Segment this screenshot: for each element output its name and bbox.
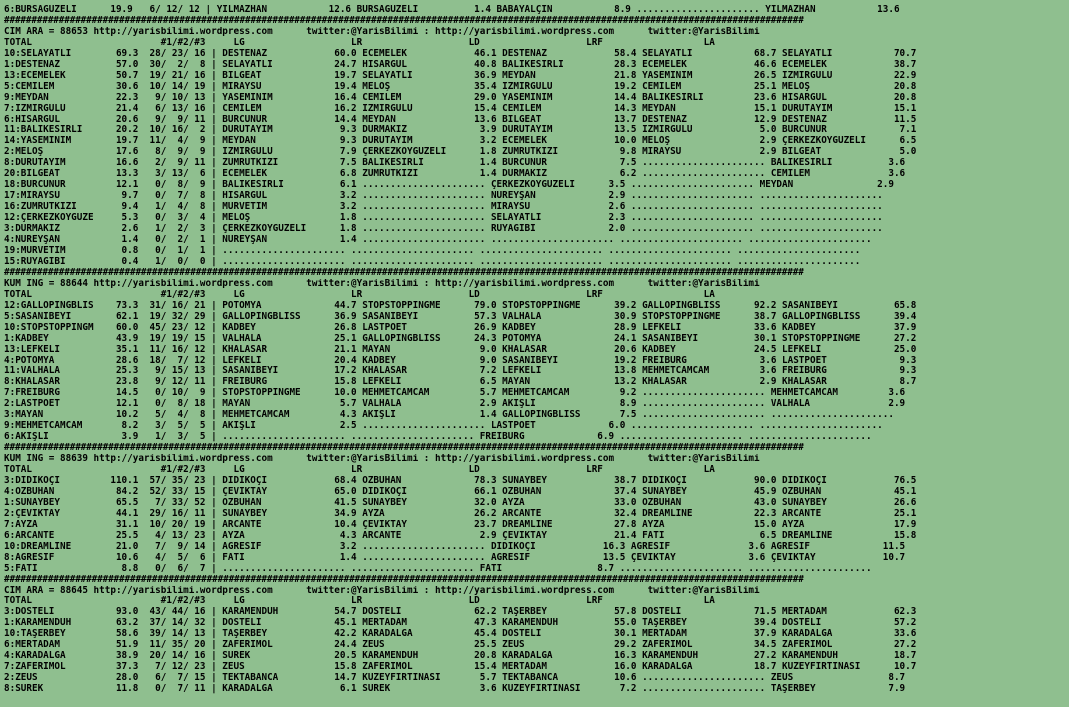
table-row: 19:MÜRVETİM 0.8 0/ 1/ 1 | ...................... ...................... ...................... ...................... ...................... [4,245,861,256]
table-row: 5:SASANİBEYİ 62.1 19/ 32/ 29 | GALLOPINGBLISS 36.9 SASANİBEYİ 57.3 VALHALA 30.9 STOPSTOPPINGME 38.7 GALLOPINGBLISS 39.4 [4,311,917,322]
table-row: 8:DURUTAYIM 16.6 2/ 9/ 11 | ZÜMRÜTKIZI 7.5 BALIKESİRLİ 1.4 BURCUNUR 7.5 ...................... BALIKESİRLİ 3.6 [4,158,906,169]
table-row: 1:SUNAYBEY 65.5 7/ 33/ 52 | ÖZBUHAN 41.5 SUNAYBEY 32.0 AYZA 33.0 ÖZBUHAN 43.0 SUNAYBEY 26.6 [4,497,917,508]
table-row: 17:MİRAYSU 9.7 0/ 7/ 8 | HİSARGÜL 3.2 ...................... NUREYŞAN 2.9 ...................... ...................... [4,191,883,202]
table-row: 4:POTOMYA 28.6 18/ 7/ 12 | LEFKELİ 20.4 KADBEY 9.0 SASANİBEYİ 19.2 FREIBURG 3.6 LASTPOET 9.3 [4,355,917,366]
table-row: 1:KADBEY 43.9 19/ 19/ 15 | VALHALA 25.1 GALLOPINGBLISS 24.3 POTOMYA 24.1 SASANİBEYİ 30.1 STOPSTOPPINGME 27.2 [4,333,917,344]
table-row: 3:DOSTELİ 93.0 43/ 44/ 16 | KARAMENDUH 54.7 DOSTELİ 62.2 TAŞERBEY 57.8 DOSTELİ 71.5 MERTADAM 62.3 [4,607,917,618]
table-row: 12:ÇERKEZKÖYGÜZE 5.3 0/ 3/ 4 | MELOŞ 1.8 ...................... SELAYATLI 2.3 ...................... ...................... [4,213,883,224]
table-row: 13:ECEMELEK 50.7 19/ 21/ 16 | BİLGEAT 19.7 SELAYATLI 36.9 MEYDAN 21.8 YASEMİNİM 26.5 İZMİRGÜLÜ 22.9 [4,70,917,81]
table-row: 7:AYZA 31.1 10/ 20/ 19 | ARCANTE 10.4 ÇEVİKTAY 23.7 DREAMLINE 27.8 AYZA 15.0 AYZA 17.9 [4,519,917,530]
separator-line: ################################################################################################################################################## [4,15,804,26]
table-row: 1:KARAMENDUH 63.2 37/ 14/ 32 | DOSTELİ 45.1 MERTADAM 47.3 KARAMENDUH 55.0 TAŞERBEY 39.4 DOSTELİ 57.2 [4,618,917,629]
table-row: 10:STOPSTOPPINGM 60.0 45/ 23/ 12 | KADBEY 26.8 LASTPOET 26.9 KADBEY 28.9 LEFKELİ 33.6 KADBEY 37.9 [4,322,917,333]
table-row: 10:DREAMLINE 21.0 7/ 9/ 14 | AGRESIF 3.2 ...................... DİDİKOÇİ 16.3 AGRESIF 3.6 AGRESIF 11.5 [4,541,906,552]
table-row: 8:KHALASAR 23.8 9/ 12/ 11 | FREIBURG 15.8 LEFKELİ 6.5 MAYAN 13.2 KHALASAR 2.9 KHALASAR 8.7 [4,377,917,388]
report-text [4,5,1066,695]
table-row: 10:TAŞERBEY 58.6 39/ 14/ 13 | TAŞERBEY 42.2 KARADALGA 45.4 DOSTELİ 30.1 MERTADAM 37.9 KARADALGA 33.6 [4,629,917,640]
table-row: 11:BALIKESİRLİ 20.2 10/ 16/ 2 | DURUTAYIM 9.3 DURMAKIZ 3.9 DURUTAYIM 13.5 İZMİRGÜLÜ 5.0 BURCUNUR 7.1 [4,125,917,136]
table-row: 6:BURSAGÜZELİ 19.9 6/ 12/ 12 | YILMAZHAN 12.6 BURSAGÜZELİ 1.4 BABAYALÇIN 8.9 ...................... YILMAZHAN 13.6 [4,5,900,15]
separator-line: ################################################################################################################################################## [4,443,804,454]
table-row: 2:ZEUS 28.0 6/ 7/ 15 | TEKTABANCA 14.7 KUZEYFIRTINASI 5.7 TEKTABANCA 10.6 ...................... ZEUS 8.7 [4,673,906,684]
table-row: 2:ÇEVİKTAY 44.1 29/ 16/ 11 | SUNAYBEY 34.9 AYZA 26.2 ARCANTE 32.4 DREAMLINE 22.3 ARCANTE 25.1 [4,508,917,519]
race-header-line: KUM ING = 88644 http://yarisbilimi.wordpress.com twitter:@YarisBilimi : http://yarisbilimi.wordpress.com twitter:@YarisBilimi [4,278,760,289]
race-header-line: KUM ING = 88639 http://yarisbilimi.wordpress.com twitter:@YarisBilimi : http://yarisbilimi.wordpress.com twitter:@YarisBilimi [4,454,760,465]
table-row: 4:KARADALGA 38.9 20/ 14/ 16 | SÜREK 20.5 KARAMENDUH 20.8 KARADALGA 16.3 KARAMENDUH 27.2 KARAMENDUH 18.7 [4,651,917,662]
table-row: 16:ZÜMRÜTKIZI 9.4 1/ 4/ 8 | MÜRVETİM 3.2 ...................... MİRAYSU 2.6 ...................... ...................... [4,202,883,213]
table-row: 7:FREIBURG 14.5 0/ 10/ 9 | STOPSTOPPINGME 10.0 MEHMETCAMCAM 5.7 MEHMETCAMCAM 9.2 ...................... MEHMETCAMCAM 3.6 [4,388,906,399]
table-row: 10:SELAYATLI 69.3 28/ 23/ 16 | DESTENAZ 60.0 ECEMELEK 46.1 DESTENAZ 58.4 SELAYATLI 68.7 SELAYATLI 70.7 [4,48,917,59]
race-header-line: CIM ARA = 88645 http://yarisbilimi.wordpress.com twitter:@YarisBilimi : http://yarisbilimi.wordpress.com twitter:@YarisBilimi [4,585,760,596]
table-row: 14:YASEMİNİM 19.7 11/ 4/ 9 | MEYDAN 9.3 DURUTAYIM 3.2 ECEMELEK 10.0 MELOŞ 2.9 ÇERKEZKÖYGÜZELİ 6.5 [4,136,917,147]
table-row: 9:MEYDAN 22.3 9/ 10/ 13 | YASEMİNİM 16.4 CEMİLEM 29.0 YASEMİNİM 14.4 BALIKESİRLİ 23.6 HİSARGÜL 20.8 [4,92,917,103]
table-row: 2:LASTPOET 12.1 0/ 8/ 18 | MAYAN 5.7 VALHALA 2.9 AKIŞLI 8.9 ...................... VALHALA 2.9 [4,399,906,410]
table-row: 9:MEHMETCAMCAM 8.2 3/ 5/ 5 | AKIŞLI 2.5 ...................... LASTPOET 6.0 ...................... ...................... [4,421,883,432]
table-row: 11:VALHALA 25.3 9/ 15/ 13 | SASANİBEYİ 17.2 KHALASAR 7.2 LEFKELİ 13.8 MEHMETCAMCAM 3.6 FREIBURG 9.3 [4,366,917,377]
table-row: 15:RÜYAGİBİ 0.4 1/ 0/ 0 | ...................... ...................... ...................... ...................... ...................... [4,256,861,267]
table-row: 2:MELOŞ 17.6 8/ 9/ 9 | İZMİRGÜLÜ 7.9 ÇERKEZKÖYGÜZELİ 1.8 ZÜMRÜTKIZI 9.8 MİRAYSU 2.9 BİLGEAT 5.0 [4,147,917,158]
table-row: 4:ÖZBUHAN 84.2 52/ 33/ 15 | ÇEVİKTAY 65.0 DİDİKOÇİ 66.1 ÖZBUHAN 37.4 SUNAYBEY 45.9 ÖZBUHAN 45.1 [4,486,917,497]
table-row: 6:HİSARGÜL 20.6 9/ 9/ 11 | BURCUNUR 14.4 MEYDAN 13.6 BİLGEAT 13.7 DESTENAZ 12.9 DESTENAZ 11.5 [4,114,917,125]
separator-line: ################################################################################################################################################## [4,574,804,585]
column-header-line: TOTAL #1/#2/#3 LG LR LD LRF LA [4,465,715,476]
table-row: 5:CEMİLEM 30.6 10/ 14/ 19 | MİRAYSU 19.4 MELOŞ 35.4 İZMİRGÜLÜ 19.2 CEMİLEM 25.1 MELOŞ 20.8 [4,81,917,92]
table-row: 7:ZAFERİMOL 37.3 7/ 12/ 23 | ZEUS 15.8 ZAFERİMOL 15.4 MERTADAM 16.0 KARADALGA 18.7 KUZEYFIRTINASI 10.7 [4,662,917,673]
table-row: 6:ARCANTE 25.5 4/ 13/ 23 | AYZA 4.3 ARCANTE 2.9 ÇEVİKTAY 21.4 FATİ 6.5 DREAMLINE 15.8 [4,530,917,541]
table-row: 18:BURCUNUR 12.1 0/ 8/ 9 | BALIKESİRLİ 6.1 ...................... ÇERKEZKÖYGÜZELİ 3.5 ...................... MEYDAN 2.9 [4,180,894,191]
table-row: 12:GALLOPINGBLIS 73.3 31/ 16/ 21 | POTOMYA 44.7 STOPSTOPPINGME 79.0 STOPSTOPPINGME 39.2 GALLOPINGBLISS 92.2 SASANİBEYİ 65.8 [4,300,917,311]
table-row: 3:MAYAN 10.2 5/ 4/ 8 | MEHMETCAMCAM 4.3 AKIŞLI 1.4 GALLOPINGBLISS 7.5 ...................... ...................... [4,410,894,421]
column-header-line: TOTAL #1/#2/#3 LG LR LD LRF LA [4,289,715,300]
separator-line: ################################################################################################################################################## [4,267,804,278]
table-row: 5:FATİ 8.8 0/ 6/ 7 | ...................... ...................... FATİ 8.7 ...................... ...................... [4,563,872,574]
table-row: 8:AGRESIF 10.6 4/ 5/ 6 | FATİ 1.4 ...................... AGRESIF 13.5 ÇEVİKTAY 3.6 ÇEVİKTAY 10.7 [4,552,906,563]
table-row: 20:BİLGEAT 13.3 3/ 13/ 6 | ECEMELEK 6.8 ZÜMRÜTKIZI 1.4 DURMAKIZ 6.2 ...................... CEMİLEM 3.6 [4,169,906,180]
table-row: 6:AKIŞLI 3.9 1/ 3/ 5 | ...................... ...................... FREIBURG 6.9 ...................... ...................... [4,432,872,443]
table-row: 7:İZMİRGÜLÜ 21.4 6/ 13/ 16 | CEMİLEM 16.2 İZMİRGÜLÜ 15.4 CEMİLEM 14.3 MEYDAN 15.1 DURUTAYIM 15.1 [4,103,917,114]
table-row: 3:DİDİKOÇİ 110.1 57/ 35/ 23 | DİDİKOÇİ 68.4 ÖZBUHAN 78.3 SUNAYBEY 38.7 DİDİKOÇİ 90.0 DİDİKOÇİ 76.5 [4,475,917,486]
column-header-line: TOTAL #1/#2/#3 LG LR LD LRF LA [4,37,715,48]
column-header-line: TOTAL #1/#2/#3 LG LR LD LRF LA [4,596,715,607]
table-row: 3:DURMAKIZ 2.6 1/ 2/ 3 | ÇERKEZKÖYGÜZELİ 1.8 ...................... RÜYAGİBİ 2.0 ...................... ...................... [4,224,883,235]
table-row: 8:SÜREK 11.8 0/ 7/ 11 | KARADALGA 6.1 SÜREK 3.6 KUZEYFIRTINASI 7.2 ...................... TAŞERBEY 7.9 [4,684,906,695]
table-row: 4:NUREYŞAN 1.4 0/ 2/ 1 | NUREYŞAN 1.4 ...................... ...................... ...................... ...................... [4,235,872,246]
table-row: 1:DESTENAZ 57.0 30/ 2/ 8 | SELAYATLI 24.7 HİSARGÜL 40.8 BALIKESİRLİ 28.3 ECEMELEK 46.6 ECEMELEK 38.7 [4,59,917,70]
race-header-line: CIM ARA = 88653 http://yarisbilimi.wordpress.com twitter:@YarisBilimi : http://yarisbilimi.wordpress.com twitter:@YarisBilimi [4,26,760,37]
table-row: 6:MERTADAM 51.9 11/ 35/ 20 | ZAFERİMOL 24.4 ZEUS 25.5 ZEUS 29.2 ZAFERİMOL 34.5 ZAFERİMOL 27.2 [4,640,917,651]
table-row: 13:LEFKELİ 35.1 11/ 16/ 12 | KHALASAR 21.1 MAYAN 9.0 KHALASAR 20.6 KADBEY 24.5 LEFKELİ 25.0 [4,344,917,355]
